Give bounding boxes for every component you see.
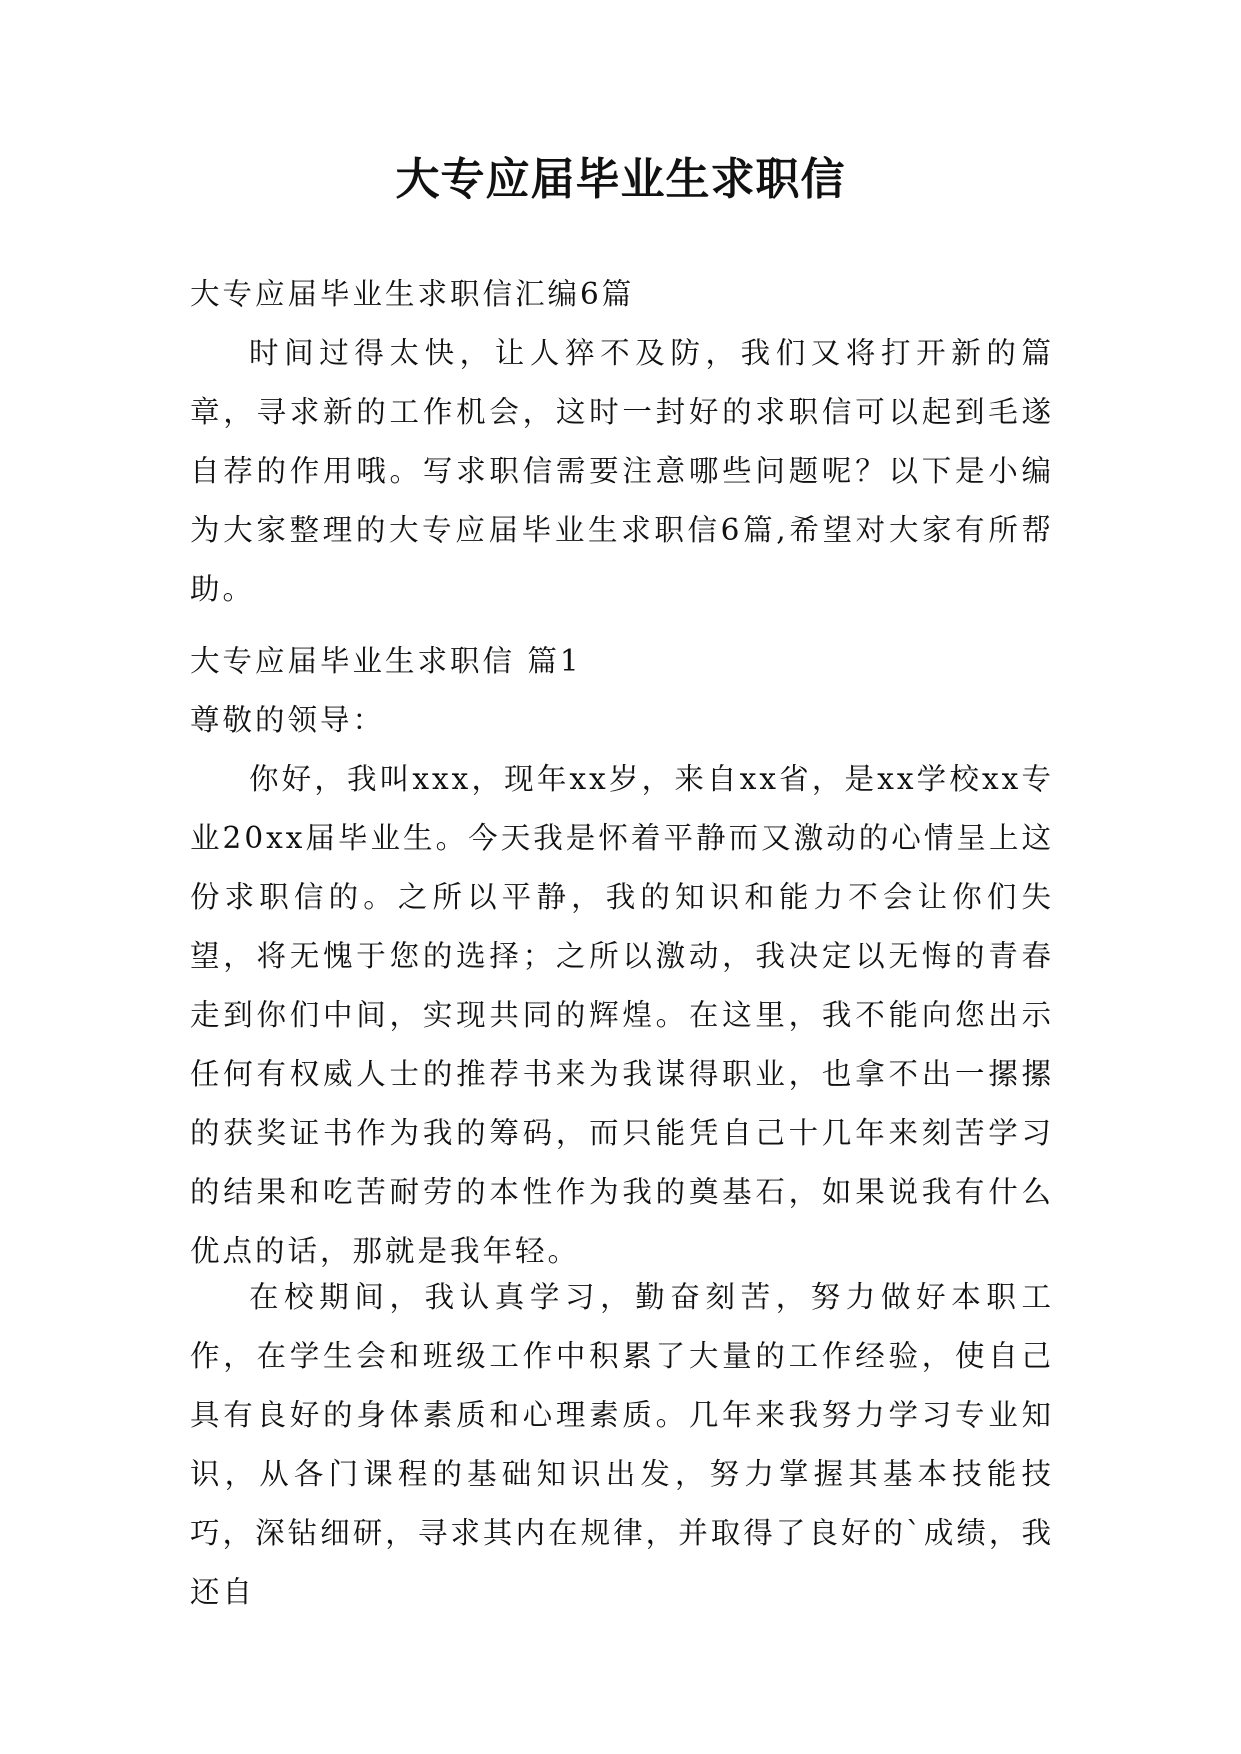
intro-paragraph: 时间过得太快，让人猝不及防，我们又将打开新的篇章，寻求新的工作机会，这时一封好的求职信可以起到毛遂自荐的作用哦。写求职信需要注意哪些问题呢？以下是小编为大家整理的大专应届毕业生求职信6篇,希望对大家有所帮助。 xyxy=(190,336,1054,606)
salutation: 尊敬的领导： xyxy=(190,703,386,737)
document-subtitle: 大专应届毕业生求职信汇编6篇 xyxy=(190,277,635,311)
document-title: 大专应届毕业生求职信 xyxy=(395,154,846,205)
section-heading: 大专应届毕业生求职信 篇1 xyxy=(190,644,582,678)
letter-paragraph-1: 你好，我叫xxx，现年xx岁，来自xx省，是xx学校xx专业20xx届毕业生。今天我是怀着平静而又激动的心情呈上这份求职信的。之所以平静，我的知识和能力不会让你们失望，将无愧于您的选择；之所以激动，我决定以无悔的青春走到你们中间，实现共同的辉煌。在这里，我不能向您出示任何有权威人士的推荐书来为我谋得职业，也拿不出一摞摞的获奖证书作为我的筹码，而只能凭自己十几年来刻苦学习的结果和吃苦耐劳的本性作为我的奠基石，如果说我有什么优点的话，那就是我年轻。 xyxy=(190,762,1054,1268)
letter-paragraph-2: 在校期间，我认真学习，勤奋刻苦，努力做好本职工作，在学生会和班级工作中积累了大量的工作经验，使自己具有良好的身体素质和心理素质。几年来我努力学习专业知识，从各门课程的基础知识出发，努力掌握其基本技能技巧，深钻细研，寻求其内在规律，并取得了良好的`成绩，我还自 xyxy=(190,1280,1054,1609)
